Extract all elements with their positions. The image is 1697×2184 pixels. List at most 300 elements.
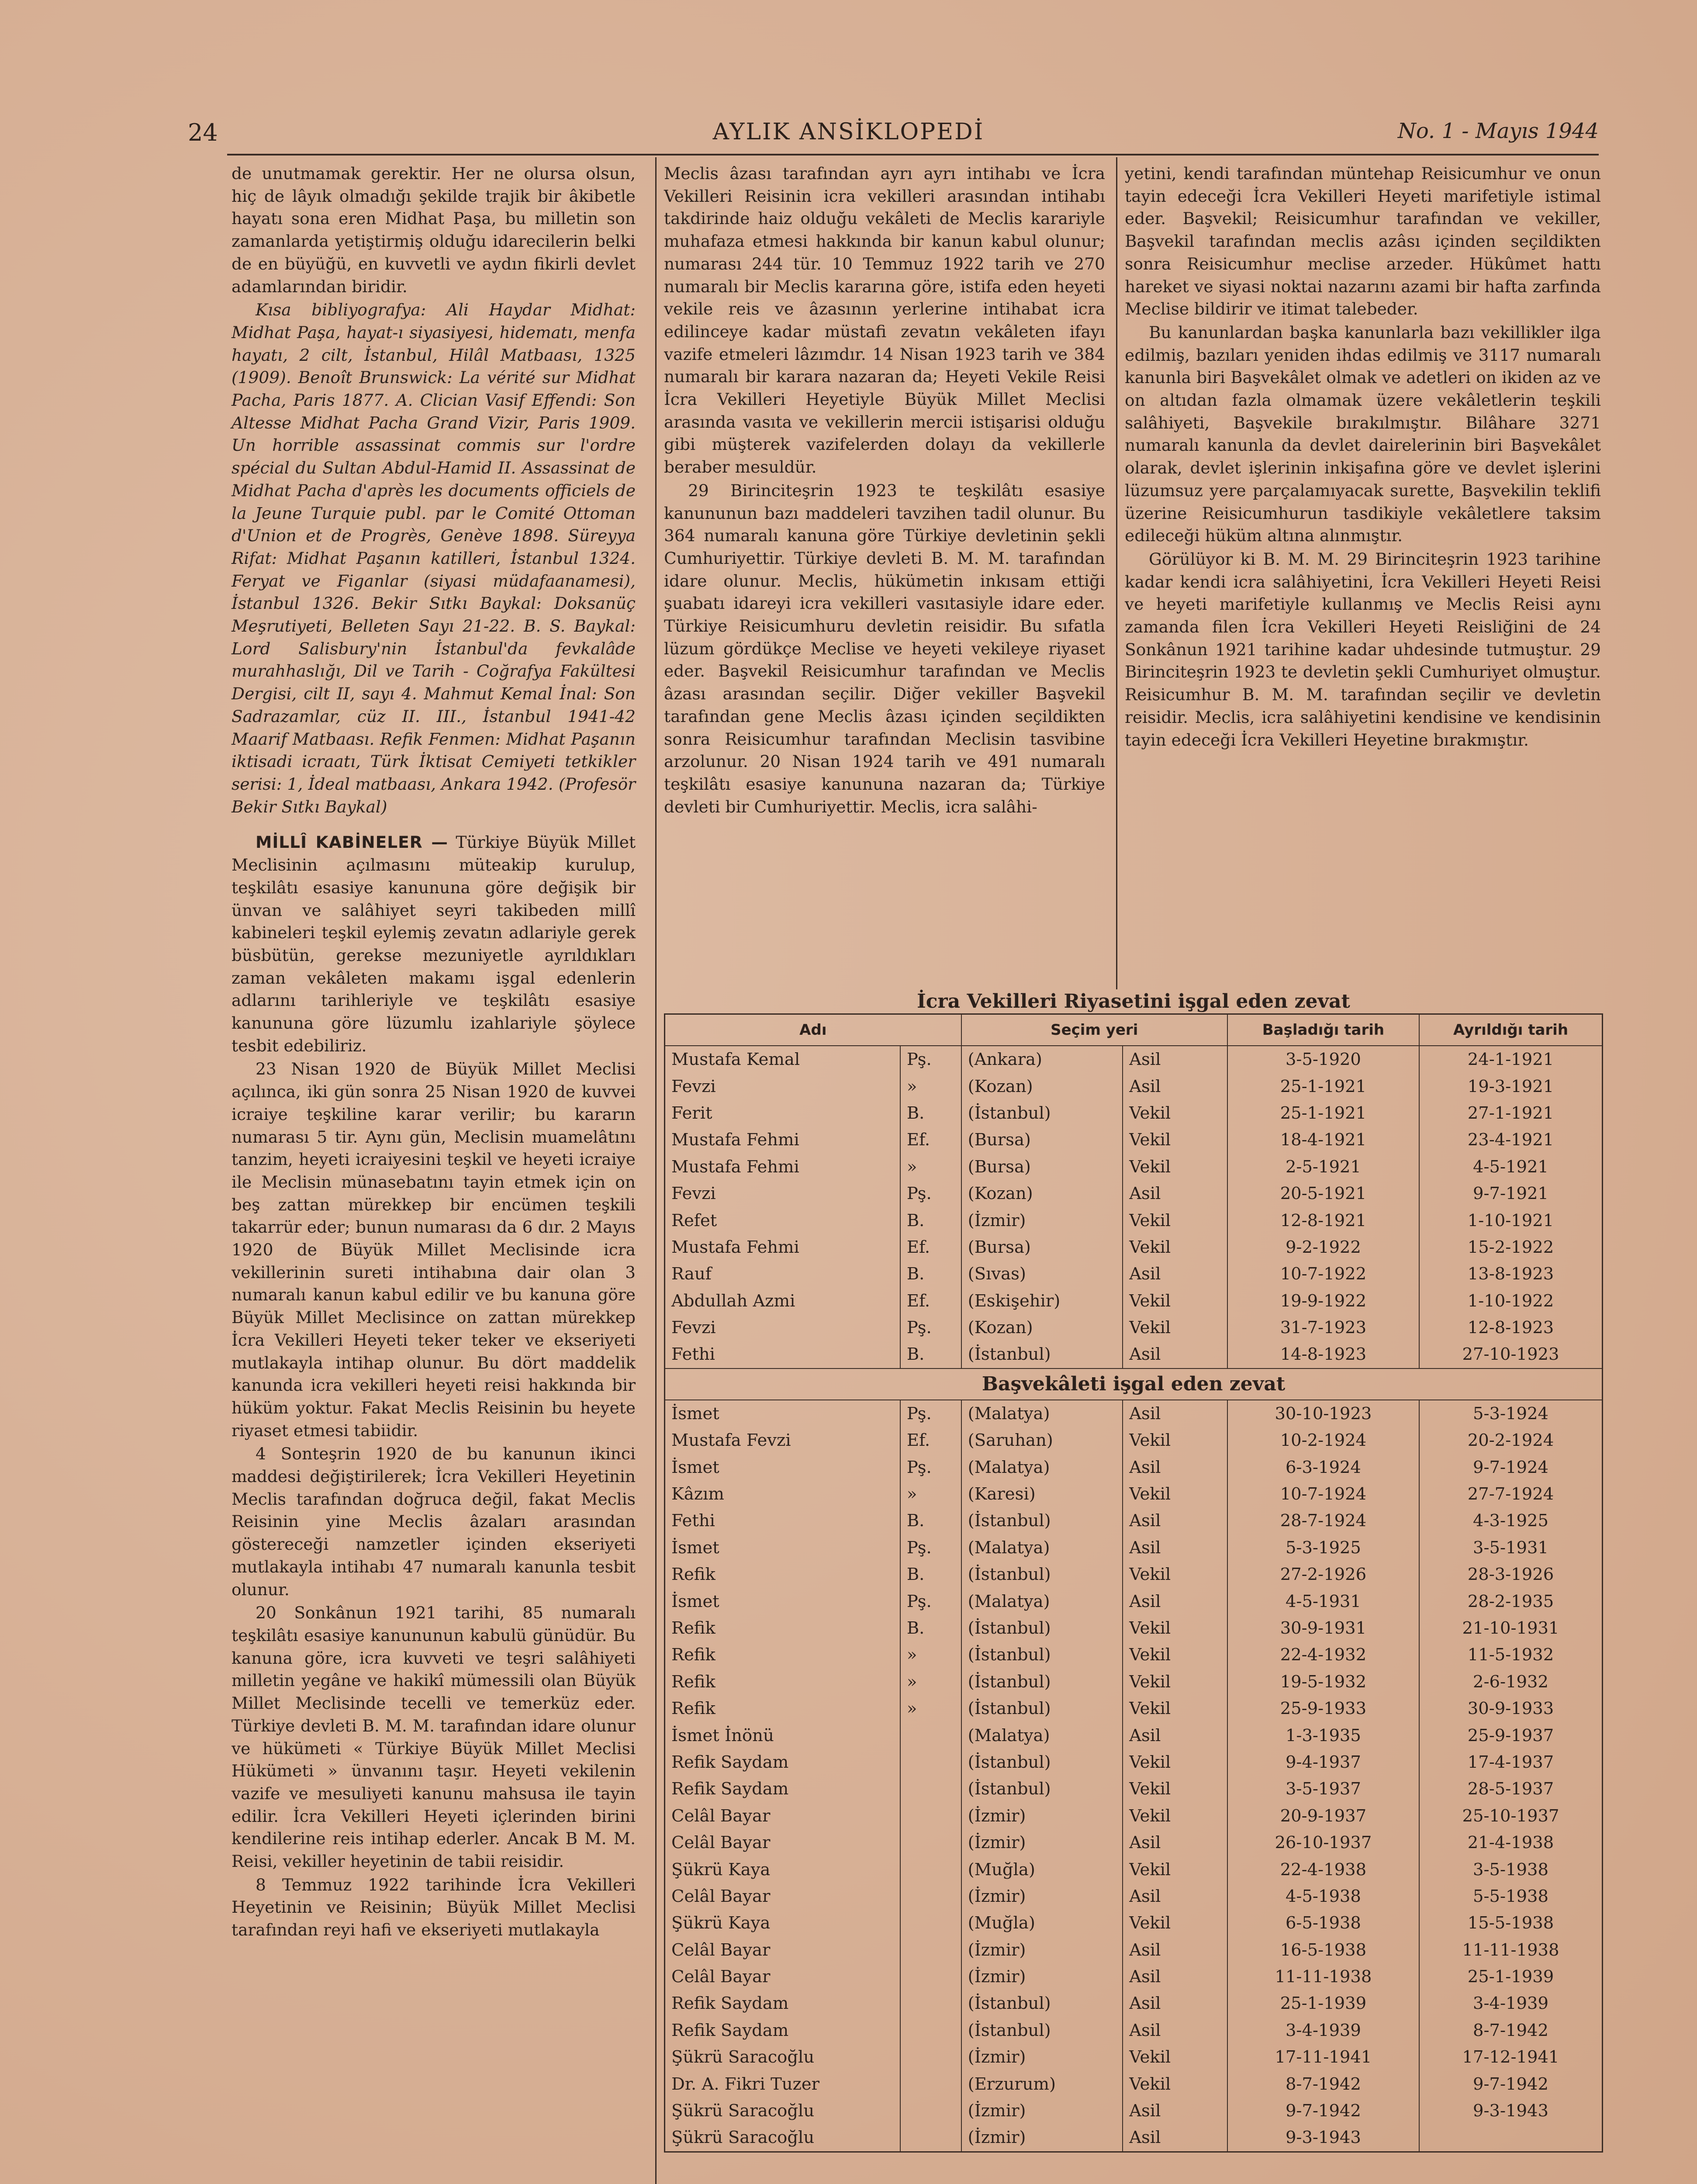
cell-title: Pş. bbox=[900, 1180, 961, 1207]
cell-name: Refik Saydam bbox=[665, 2017, 900, 2044]
cell-title bbox=[900, 2124, 961, 2152]
cell-name: İsmet bbox=[665, 1454, 900, 1480]
paragraph: 23 Nisan 1920 de Büyük Millet Meclisi açılınca, iki gün sonra 25 Nisan 1920 de kuvvei icraiye teşkiline karar verilir; bu kararın numarası 5 tir. Aynı gün, Meclisin muamelâtını tanzim, heyeti icraiyesini teşkil ve heyeti icraiye ile Meclisin münasebatını tayin etmek için on beş zattan mürekkep bir encümen teşkili takarrür eder; bunun numarası da 6 dır. 2 Mayıs 1920 de Büyük Millet Meclisinde icra vekillerinin sureti intihabına dair olan 3 numaralı kanun kabul edilir ve bu kanuna göre Büyük Millet Meclisince on zattan mürekkep İcra Vekilleri Heyeti teker teker ve ekseriyeti mutlakayla intihap olunur. Bu dört maddelik kanunda icra vekilleri heyeti reisi hakkında bir hüküm yoktur. Fakat Meclis Reisinin bu heyete riyaset etmesi tabiidir. bbox=[232, 1059, 636, 1440]
cell-place: (İstanbul) bbox=[961, 1507, 1123, 1534]
cell-status: Asil bbox=[1123, 1261, 1227, 1287]
cell-end: 11-11-1938 bbox=[1419, 1937, 1602, 1963]
cell-status: Vekil bbox=[1123, 1481, 1227, 1507]
cell-status: Vekil bbox=[1123, 1695, 1227, 1722]
cell-start: 30-10-1923 bbox=[1227, 1400, 1419, 1427]
table-row bbox=[665, 1073, 1603, 1099]
cell-start: 19-5-1932 bbox=[1227, 1669, 1419, 1695]
table-row bbox=[665, 1400, 1603, 1427]
cell-status: Asil bbox=[1123, 1588, 1227, 1614]
cell-status: Vekil bbox=[1123, 1127, 1227, 1153]
cell-start: 17-11-1941 bbox=[1227, 2044, 1419, 2070]
paragraph: 20 Sonkânun 1921 tarihi, 85 numaralı teşkilâtı esasiye kanununun kabulü günüdür. Bu kanuna göre, icra kuvveti ve teşri salâhiyeti milletin yegâne ve hakikî mümessili olan Büyük Millet Meclisinde tecelli ve temerküz eder. Türkiye devleti B. M. M. tarafından idare olunur ve hükümeti « Türkiye Büyük Millet Meclisi Hükümeti » ünvanını taşır. Heyeti vekilenin vazife ve mesuliyeti kanunu mahsusa ile tayin edilir. İcra Vekilleri Heyeti içlerinden birini kendilerine reis intihap ederler. Ancak B M. M. Reisi, vekiller heyetinin de tabii reisidir. bbox=[232, 1603, 636, 1871]
cell-start: 4-5-1938 bbox=[1227, 1883, 1419, 1910]
cell-end: 12-8-1923 bbox=[1419, 1314, 1602, 1341]
cell-end: 24-1-1921 bbox=[1419, 1046, 1602, 1073]
cell-name: Mustafa Fehmi bbox=[665, 1234, 900, 1261]
table-row bbox=[665, 2017, 1603, 2044]
header-name: Adı bbox=[665, 1014, 961, 1046]
table-row bbox=[665, 1829, 1603, 1856]
table-row bbox=[665, 1427, 1603, 1454]
table-row bbox=[665, 1695, 1603, 1722]
cell-title bbox=[900, 2098, 961, 2124]
cell-end: 28-5-1937 bbox=[1419, 1776, 1602, 1802]
cell-place: (İstanbul) bbox=[961, 1341, 1123, 1368]
cell-name: Refik bbox=[665, 1561, 900, 1588]
column-1 bbox=[232, 162, 636, 1942]
cell-status: Vekil bbox=[1123, 1669, 1227, 1695]
cell-end: 17-12-1941 bbox=[1419, 2044, 1602, 2070]
section-heading-row bbox=[665, 1368, 1603, 1400]
table-row bbox=[665, 1910, 1603, 1936]
cell-status: Asil bbox=[1123, 1073, 1227, 1099]
cell-place: (İstanbul) bbox=[961, 1749, 1123, 1776]
cell-place: (Malatya) bbox=[961, 1400, 1123, 1427]
cell-status: Vekil bbox=[1123, 1803, 1227, 1829]
cell-end: 21-10-1931 bbox=[1419, 1615, 1602, 1641]
cell-end: 4-5-1921 bbox=[1419, 1154, 1602, 1180]
cell-title: Ef. bbox=[900, 1288, 961, 1314]
table-row bbox=[665, 1937, 1603, 1963]
table-row bbox=[665, 1615, 1603, 1641]
cell-status: Asil bbox=[1123, 1400, 1227, 1427]
cell-start: 9-4-1937 bbox=[1227, 1749, 1419, 1776]
cell-place: (İstanbul) bbox=[961, 1990, 1123, 2017]
cell-status: Asil bbox=[1123, 2017, 1227, 2044]
table-title: İcra Vekilleri Riyasetini işgal eden zevat bbox=[917, 990, 1350, 1013]
table-row bbox=[665, 1883, 1603, 1910]
cell-status: Asil bbox=[1123, 1722, 1227, 1749]
cell-start: 16-5-1938 bbox=[1227, 1937, 1419, 1963]
cell-title bbox=[900, 2044, 961, 2070]
cell-end: 15-5-1938 bbox=[1419, 1910, 1602, 1936]
cell-name: Fethi bbox=[665, 1507, 900, 1534]
cell-status: Asil bbox=[1123, 2124, 1227, 2152]
table-row bbox=[665, 1261, 1603, 1287]
column-divider-2 bbox=[1116, 157, 1117, 989]
cell-title bbox=[900, 1803, 961, 1829]
cell-end: 4-3-1925 bbox=[1419, 1507, 1602, 1534]
cell-place: (Bursa) bbox=[961, 1127, 1123, 1153]
cell-name: Şükrü Saracoğlu bbox=[665, 2124, 900, 2152]
cell-start: 8-7-1942 bbox=[1227, 2070, 1419, 2097]
cell-place: (Kozan) bbox=[961, 1073, 1123, 1099]
cell-name: Kâzım bbox=[665, 1481, 900, 1507]
cell-end: 28-3-1926 bbox=[1419, 1561, 1602, 1588]
cell-start: 3-5-1920 bbox=[1227, 1046, 1419, 1073]
table-row bbox=[665, 1722, 1603, 1749]
cell-start: 10-2-1924 bbox=[1227, 1427, 1419, 1454]
cell-status: Vekil bbox=[1123, 1910, 1227, 1936]
cell-title: » bbox=[900, 1073, 961, 1099]
cell-place: (İstanbul) bbox=[961, 1615, 1123, 1641]
cell-title: Ef. bbox=[900, 1127, 961, 1153]
cell-end: 1-10-1921 bbox=[1419, 1207, 1602, 1234]
cell-name: Fevzi bbox=[665, 1314, 900, 1341]
cell-place: (İstanbul) bbox=[961, 1561, 1123, 1588]
cell-name: Fevzi bbox=[665, 1073, 900, 1099]
cell-end: 25-9-1937 bbox=[1419, 1722, 1602, 1749]
cell-end: 19-3-1921 bbox=[1419, 1073, 1602, 1099]
cell-start: 12-8-1921 bbox=[1227, 1207, 1419, 1234]
column-2 bbox=[664, 162, 1105, 819]
cell-title: » bbox=[900, 1641, 961, 1668]
cell-place: (Malatya) bbox=[961, 1454, 1123, 1480]
table-row bbox=[665, 1669, 1603, 1695]
cell-start: 3-5-1937 bbox=[1227, 1776, 1419, 1802]
table-row bbox=[665, 1234, 1603, 1261]
table-row bbox=[665, 1534, 1603, 1561]
cell-end: 27-1-1921 bbox=[1419, 1100, 1602, 1127]
cell-place: (Karesi) bbox=[961, 1481, 1123, 1507]
cell-place: (İstanbul) bbox=[961, 1641, 1123, 1668]
paragraph: Bu kanunlardan başka kanunlarla bazı vekillikler ilga edilmiş, bazıları yeniden ihdas edilmiş ve 3117 numaralı kanunla biri Başvekâlet olmak ve adetleri on ikiden az ve on altıdan fazla olmamak üzere vekâletlerin teşkili salâhiyeti, Başvekile bırakılmıştır. Bilâhare 3271 numaralı kanunla da devlet dairelerinin biri Başvekâlet olarak, devlet işlerinin inkişafına göre ve devlet işlerini lüzumsuz yere parçalamıyacak surette, Başvekilin teklifi üzerine Reisicumhurun tasdikiyle vekâletlere taksim edileceği hüküm altına alınmıştır. bbox=[1125, 322, 1601, 546]
cell-start: 22-4-1932 bbox=[1227, 1641, 1419, 1668]
header-start-date: Başladığı tarih bbox=[1227, 1014, 1419, 1046]
cell-name: Refik Saydam bbox=[665, 1990, 900, 2017]
cell-end: 28-2-1935 bbox=[1419, 1588, 1602, 1614]
table-row bbox=[665, 1100, 1603, 1127]
cell-name: Refet bbox=[665, 1207, 900, 1234]
table-row bbox=[665, 1288, 1603, 1314]
cell-title bbox=[900, 1963, 961, 1990]
cell-title: Pş. bbox=[900, 1534, 961, 1561]
cell-status: Asil bbox=[1123, 1963, 1227, 1990]
cell-status: Vekil bbox=[1123, 1776, 1227, 1802]
cell-name: Refik bbox=[665, 1669, 900, 1695]
cell-title: » bbox=[900, 1481, 961, 1507]
cell-place: (Malatya) bbox=[961, 1588, 1123, 1614]
cell-title: » bbox=[900, 1695, 961, 1722]
table-row bbox=[665, 1481, 1603, 1507]
cell-name: Celâl Bayar bbox=[665, 1883, 900, 1910]
cell-start: 14-8-1923 bbox=[1227, 1341, 1419, 1368]
cell-start: 25-1-1921 bbox=[1227, 1100, 1419, 1127]
cell-end: 23-4-1921 bbox=[1419, 1127, 1602, 1153]
cell-place: (Malatya) bbox=[961, 1534, 1123, 1561]
cell-title bbox=[900, 1722, 961, 1749]
cell-status: Vekil bbox=[1123, 1856, 1227, 1883]
page-number: 24 bbox=[188, 119, 218, 146]
cell-title bbox=[900, 1749, 961, 1776]
cell-title: B. bbox=[900, 1207, 961, 1234]
cell-status: Asil bbox=[1123, 1534, 1227, 1561]
cell-status: Asil bbox=[1123, 1937, 1227, 1963]
cell-end: 11-5-1932 bbox=[1419, 1641, 1602, 1668]
cell-status: Vekil bbox=[1123, 1314, 1227, 1341]
paragraph: yetini, kendi tarafından müntehap Reisicumhur ve onun tayin edeceği İcra Vekilleri Heyeti marifetiyle istimal eder. Başvekil; Reisicumhur tarafından ve vekiller, Başvekil tarafından meclis azâsı içinden seçildikten sonra Reisicumhur meclise arzeder. Hükûmet hattı hareket ve siyasi noktai nazarını azami bir hafta zarfında Meclise bildirir ve itimat talebeder. bbox=[1125, 164, 1601, 319]
cell-place: (İzmir) bbox=[961, 1803, 1123, 1829]
cell-end: 2-6-1932 bbox=[1419, 1669, 1602, 1695]
cell-title: B. bbox=[900, 1341, 961, 1368]
cell-title: Pş. bbox=[900, 1046, 961, 1073]
cell-end: 9-7-1924 bbox=[1419, 1454, 1602, 1480]
cell-title bbox=[900, 1776, 961, 1802]
cell-start: 26-10-1937 bbox=[1227, 1829, 1419, 1856]
cell-place: (İstanbul) bbox=[961, 1100, 1123, 1127]
cell-status: Vekil bbox=[1123, 1749, 1227, 1776]
cell-place: (İzmir) bbox=[961, 2124, 1123, 2152]
table-row bbox=[665, 1856, 1603, 1883]
cell-title: B. bbox=[900, 1507, 961, 1534]
table-row bbox=[665, 1641, 1603, 1668]
cell-end: 9-7-1921 bbox=[1419, 1180, 1602, 1207]
cell-status: Asil bbox=[1123, 1507, 1227, 1534]
cell-place: (İzmir) bbox=[961, 1207, 1123, 1234]
cell-end: 20-2-1924 bbox=[1419, 1427, 1602, 1454]
entry-title: MİLLÎ KABİNELER — bbox=[256, 833, 448, 852]
header-constituency: Seçim yeri bbox=[961, 1014, 1227, 1046]
entry-paragraph bbox=[232, 831, 636, 1057]
cell-place: (Bursa) bbox=[961, 1234, 1123, 1261]
cell-place: (Malatya) bbox=[961, 1722, 1123, 1749]
table-row bbox=[665, 1507, 1603, 1534]
cell-name: Refik bbox=[665, 1641, 900, 1668]
cell-status: Asil bbox=[1123, 2098, 1227, 2124]
table-row bbox=[665, 1803, 1603, 1829]
page-header bbox=[0, 119, 1697, 154]
cell-start: 18-4-1921 bbox=[1227, 1127, 1419, 1153]
cell-status: Vekil bbox=[1123, 1154, 1227, 1180]
cell-status: Vekil bbox=[1123, 1207, 1227, 1234]
table-section-1 bbox=[665, 1046, 1603, 1368]
cell-place: (İzmir) bbox=[961, 2098, 1123, 2124]
table-row bbox=[665, 2098, 1603, 2124]
cell-start: 6-3-1924 bbox=[1227, 1454, 1419, 1480]
cell-end: 3-5-1938 bbox=[1419, 1856, 1602, 1883]
table-header-row bbox=[665, 1014, 1603, 1046]
cell-start: 3-4-1939 bbox=[1227, 2017, 1419, 2044]
cell-end: 21-4-1938 bbox=[1419, 1829, 1602, 1856]
table-row bbox=[665, 1963, 1603, 1990]
cell-start: 4-5-1931 bbox=[1227, 1588, 1419, 1614]
cell-end: 13-8-1923 bbox=[1419, 1261, 1602, 1287]
cell-status: Asil bbox=[1123, 1046, 1227, 1073]
cell-start: 25-1-1939 bbox=[1227, 1990, 1419, 2017]
cell-name: Şükrü Saracoğlu bbox=[665, 2098, 900, 2124]
cell-start: 9-7-1942 bbox=[1227, 2098, 1419, 2124]
cell-start: 11-11-1938 bbox=[1227, 1963, 1419, 1990]
cell-end: 9-3-1943 bbox=[1419, 2098, 1602, 2124]
cell-title: Pş. bbox=[900, 1400, 961, 1427]
table-row bbox=[665, 2044, 1603, 2070]
cell-end: 3-5-1931 bbox=[1419, 1534, 1602, 1561]
table-row bbox=[665, 1207, 1603, 1234]
cell-name: Dr. A. Fikri Tuzer bbox=[665, 2070, 900, 2097]
cell-name: Şükrü Saracoğlu bbox=[665, 2044, 900, 2070]
cell-place: (İstanbul) bbox=[961, 1776, 1123, 1802]
cell-start: 25-9-1933 bbox=[1227, 1695, 1419, 1722]
cell-start: 10-7-1924 bbox=[1227, 1481, 1419, 1507]
cell-title: B. bbox=[900, 1615, 961, 1641]
cell-place: (İstanbul) bbox=[961, 1669, 1123, 1695]
cell-place: (Saruhan) bbox=[961, 1427, 1123, 1454]
cell-name: İsmet bbox=[665, 1588, 900, 1614]
cell-name: Fevzi bbox=[665, 1180, 900, 1207]
cell-name: Refik bbox=[665, 1615, 900, 1641]
cell-place: (Bursa) bbox=[961, 1154, 1123, 1180]
cell-start: 20-5-1921 bbox=[1227, 1180, 1419, 1207]
cell-status: Asil bbox=[1123, 1341, 1227, 1368]
table-row bbox=[665, 1154, 1603, 1180]
cell-end: 1-10-1922 bbox=[1419, 1288, 1602, 1314]
cell-place: (Kozan) bbox=[961, 1180, 1123, 1207]
cell-place: (Muğla) bbox=[961, 1910, 1123, 1936]
paragraph: de unutmamak gerektir. Her ne olursa olsun, hiç de lâyık olmadığı şekilde trajik bir âkibetle hayatı sona eren Midhat Paşa, bu milletin son zamanlarda yetiştirmiş olduğu idarecilerin belki de en büyüğü, en kuvvetli ve aydın fikirli devlet adamlarından biridir. bbox=[232, 164, 636, 296]
cell-name: Abdullah Azmi bbox=[665, 1288, 900, 1314]
cell-end: 8-7-1942 bbox=[1419, 2017, 1602, 2044]
header-rule bbox=[227, 154, 1599, 156]
cell-name: İsmet İnönü bbox=[665, 1722, 900, 1749]
cell-status: Vekil bbox=[1123, 1427, 1227, 1454]
cell-start: 31-7-1923 bbox=[1227, 1314, 1419, 1341]
paragraph: Görülüyor ki B. M. M. 29 Birinciteşrin 1923 tarihine kadar kendi icra salâhiyetini, İcra Vekilleri Heyeti Reisi ve heyeti marifetiyle kullanmış ve Meclis Reisi aynı zamanda filen İcra Vekilleri Heyeti Reisliğini de 24 Sonkânun 1921 tarihine kadar uhdesinde tutmuştur. 29 Birinciteşrin 1923 te devletin şekli Cumhuriyet olmuştur. Reisicumhur B. M. M. tarafından seçilir ve devletin reisidir. Meclis, icra salâhiyetini kendisine ve kendisinin tayin edeceği İcra Vekilleri Heyetine bırakmıştır. bbox=[1125, 549, 1601, 750]
cell-start: 9-3-1943 bbox=[1227, 2124, 1419, 2152]
cell-end: 9-7-1942 bbox=[1419, 2070, 1602, 2097]
cell-name: Şükrü Kaya bbox=[665, 1910, 900, 1936]
cell-title: B. bbox=[900, 1561, 961, 1588]
cell-title: Pş. bbox=[900, 1454, 961, 1480]
cell-name: Mustafa Kemal bbox=[665, 1046, 900, 1073]
cell-name: İsmet bbox=[665, 1534, 900, 1561]
cell-title: » bbox=[900, 1669, 961, 1695]
cell-place: (Kozan) bbox=[961, 1314, 1123, 1341]
table-row bbox=[665, 1046, 1603, 1073]
cell-title: Pş. bbox=[900, 1314, 961, 1341]
cell-title bbox=[900, 2017, 961, 2044]
cell-title bbox=[900, 1937, 961, 1963]
paragraph: Meclis âzası tarafından ayrı ayrı intihabı ve İcra Vekilleri Reisinin icra vekilleri arasından intihabı takdirinde haiz olduğu vekâleti de Meclis karariyle muhafaza etmesi hakkında bir kanun kabul olunur; numarası 244 tür. 10 Temmuz 1922 tarih ve 270 numaralı bir Meclis kararına göre, istifa eden heyeti vekile reis ve âzasının yerlerine intihabat icra edilinceye kadar müstafi zevatın vekâleten ifayı vazife etmeleri lâzımdır. 14 Nisan 1923 tarih ve 384 numaralı bir karara nazaran da; Heyeti Vekile Reisi İcra Vekilleri Heyetiyle Büyük Millet Meclisi arasında vasıta ve vekillerin mercii istişarisi olduğu gibi müşterek vazifelerden dolayı da vekillerle beraber mesuldür. bbox=[664, 164, 1105, 477]
cell-title bbox=[900, 1883, 961, 1910]
cell-name: Celâl Bayar bbox=[665, 1829, 900, 1856]
table-section-2 bbox=[665, 1400, 1603, 2152]
cell-name: Refik Saydam bbox=[665, 1749, 900, 1776]
header-end-date: Ayrıldığı tarih bbox=[1419, 1014, 1602, 1046]
column-divider-1 bbox=[655, 157, 657, 2184]
cell-start: 10-7-1922 bbox=[1227, 1261, 1419, 1287]
cell-status: Vekil bbox=[1123, 1100, 1227, 1127]
cell-end: 25-1-1939 bbox=[1419, 1963, 1602, 1990]
cell-place: (Eskişehir) bbox=[961, 1288, 1123, 1314]
cell-end: 15-2-1922 bbox=[1419, 1234, 1602, 1261]
cell-status: Vekil bbox=[1123, 1288, 1227, 1314]
cell-status: Asil bbox=[1123, 1883, 1227, 1910]
paragraph: Türkiye Büyük Millet Meclisinin açılmasını müteakip kurulup, teşkilâtı esasiye kanununa göre değişik bir ünvan ve salâhiyet seyri takibeden millî kabineleri teşkil eylemiş zevatın adlariyle gerek büsbütün, gerekse mezuniyetle ayrıldıkları zaman vekâleten makamı işgal edenlerin adlarını tarihleriyle ve teşkilâtı esasiye kanununa göre lüzumlu izahlariyle şöylece tesbit edebiliriz. bbox=[232, 833, 636, 1055]
cell-end bbox=[1419, 2124, 1602, 2152]
cell-name: Şükrü Kaya bbox=[665, 1856, 900, 1883]
cell-start: 22-4-1938 bbox=[1227, 1856, 1419, 1883]
cell-status: Vekil bbox=[1123, 2044, 1227, 2070]
table-row bbox=[665, 2124, 1603, 2152]
cell-end: 25-10-1937 bbox=[1419, 1803, 1602, 1829]
cell-title bbox=[900, 1856, 961, 1883]
paragraph: 29 Birinciteşrin 1923 te teşkilâtı esasiye kanununun bazı maddeleri tavzihen tadil olunur. Bu 364 numaralı kanuna göre Türkiye devletinin şekli Cumhuriyettir. Türkiye devleti B. M. M. tarafından idare olunur. Meclis, hükümetin inkısam ettiği şuabatı idareyi icra vekilleri vasıtasiyle idare eder. Türkiye Reisicumhuru devletin reisidir. Bu sıfatla lüzum gördükçe Meclise ve heyeti vekileye riyaset eder. Başvekil Reisicumhur tarafından ve Meclis âzası arasından seçilir. Diğer vekiller Başvekil tarafından gene Meclis âzası içinden seçildikten sonra Reisicumhur tarafından Meclisin tasvibine arzolunur. 20 Nisan 1924 tarih ve 491 numaralı teşkilâtı esasiye kanununa nazaran da; Türkiye devleti bir Cumhuriyettir. Meclis, icra salâhi- bbox=[664, 480, 1105, 816]
cell-title: B. bbox=[900, 1261, 961, 1287]
cell-start: 25-1-1921 bbox=[1227, 1073, 1419, 1099]
publication-title: AYLIK ANSİKLOPEDİ bbox=[712, 119, 985, 145]
cell-place: (İzmir) bbox=[961, 1883, 1123, 1910]
table-row bbox=[665, 1588, 1603, 1614]
cell-name: Ferit bbox=[665, 1100, 900, 1127]
cell-title bbox=[900, 2070, 961, 2097]
cell-place: (Sıvas) bbox=[961, 1261, 1123, 1287]
cell-start: 5-3-1925 bbox=[1227, 1534, 1419, 1561]
cell-status: Vekil bbox=[1123, 2070, 1227, 2097]
cell-name: Celâl Bayar bbox=[665, 1803, 900, 1829]
cell-title: B. bbox=[900, 1100, 961, 1127]
cell-status: Asil bbox=[1123, 1180, 1227, 1207]
cell-title: Ef. bbox=[900, 1234, 961, 1261]
cell-start: 2-5-1921 bbox=[1227, 1154, 1419, 1180]
cell-end: 5-3-1924 bbox=[1419, 1400, 1602, 1427]
issue-info: No. 1 - Mayıs 1944 bbox=[1397, 119, 1599, 143]
table-row bbox=[665, 1127, 1603, 1153]
cell-title bbox=[900, 1829, 961, 1856]
cell-place: (İzmir) bbox=[961, 1937, 1123, 1963]
table-row bbox=[665, 1749, 1603, 1776]
cell-place: (İzmir) bbox=[961, 2044, 1123, 2070]
cell-name: Celâl Bayar bbox=[665, 1963, 900, 1990]
cell-start: 28-7-1924 bbox=[1227, 1507, 1419, 1534]
cell-status: Vekil bbox=[1123, 1234, 1227, 1261]
table-row bbox=[665, 1454, 1603, 1480]
cell-title: Ef. bbox=[900, 1427, 961, 1454]
cell-name: Rauf bbox=[665, 1261, 900, 1287]
cell-end: 3-4-1939 bbox=[1419, 1990, 1602, 2017]
table-row bbox=[665, 1341, 1603, 1368]
cell-place: (Erzurum) bbox=[961, 2070, 1123, 2097]
cell-place: (Muğla) bbox=[961, 1856, 1123, 1883]
cell-place: (İstanbul) bbox=[961, 2017, 1123, 2044]
table-row bbox=[665, 1180, 1603, 1207]
cell-title: Pş. bbox=[900, 1588, 961, 1614]
table-row bbox=[665, 1314, 1603, 1341]
cell-start: 27-2-1926 bbox=[1227, 1561, 1419, 1588]
bibliography: Kısa bibliyografya: Ali Haydar Midhat: Midhat Paşa, hayat-ı siyasiyesi, hidematı, menfa hayatı, 2 cilt, İstanbul, Hilâl Matbaası, 1325 (1909). Benoît Brunswick: La vérité sur Midhat Pacha, Paris 1877. A. Clician Vasif Effendi: Son Altesse Midhat Pacha Grand Vizir, Paris 1909. Un horrible assassinat commis sur l'ordre spécial du Sultan Abdul-Hamid II. Assassinat de Midhat Pacha d'après les documents officiels de la Jeune Turquie publ. par le Comité Ottoman d'Union et de Progrès, Genève 1898. Süreyya Rifat: Midhat Paşanın katilleri, İstanbul 1324. Feryat ve Figanlar (siyasi müdafaanamesi), İstanbul 1326. Bekir Sıtkı Baykal: Doksanüç Meşrutiyeti, Belleten Sayı 21-22. B. S. Baykal: Lord Salisbury'nin İstanbul'da fevkalâde murahhaslığı, Dil ve Tarih - Coğrafya Fakültesi Dergisi, cilt II, sayı 4. Mahmut Kemal İnal: Son Sadrazamlar, cüz II. III., İstanbul 1941-42 Maarif Matbaası. Refik Fenmen: Midhat Paşanın iktisadi icraatı, Türk İktisat Cemiyeti tetkikler serisi: 1, İdeal matbaası, Ankara 1942. (Profesör Bekir Sıtkı Baykal) bbox=[232, 300, 636, 816]
cell-status: Asil bbox=[1123, 1829, 1227, 1856]
cell-name: Refik bbox=[665, 1695, 900, 1722]
table-row bbox=[665, 1990, 1603, 2017]
section-title: Başvekâleti işgal eden zevat bbox=[665, 1368, 1603, 1400]
cell-place: (İstanbul) bbox=[961, 1695, 1123, 1722]
cell-status: Vekil bbox=[1123, 1615, 1227, 1641]
cell-name: Mustafa Fehmi bbox=[665, 1127, 900, 1153]
table-row bbox=[665, 2070, 1603, 2097]
column-3 bbox=[1125, 162, 1601, 752]
cell-start: 30-9-1931 bbox=[1227, 1615, 1419, 1641]
cell-place: (İzmir) bbox=[961, 1829, 1123, 1856]
table-row bbox=[665, 1776, 1603, 1802]
paragraph: 8 Temmuz 1922 tarihinde İcra Vekilleri Heyetinin ve Reisinin; Büyük Millet Meclisi tarafından reyi hafi ve ekseriyeti mutlakayla bbox=[232, 1875, 636, 1940]
cell-end: 5-5-1938 bbox=[1419, 1883, 1602, 1910]
cell-status: Vekil bbox=[1123, 1641, 1227, 1668]
paragraph: 4 Sonteşrin 1920 de bu kanunun ikinci maddesi değiştirilerek; İcra Vekilleri Heyetinin Meclis tarafından doğruca değil, fakat Meclis Reisinin yine Meclis âzaları arasından göstereceği namzetler içinden ekseriyeti mutlakayla intihabı 47 numaralı kanunla tesbit olunur. bbox=[232, 1444, 636, 1599]
cell-title: » bbox=[900, 1154, 961, 1180]
cell-start: 9-2-1922 bbox=[1227, 1234, 1419, 1261]
cell-end: 27-7-1924 bbox=[1419, 1481, 1602, 1507]
table-row bbox=[665, 1561, 1603, 1588]
cell-name: İsmet bbox=[665, 1400, 900, 1427]
cell-name: Mustafa Fevzi bbox=[665, 1427, 900, 1454]
premiers-table-section bbox=[664, 989, 1603, 2153]
cell-start: 19-9-1922 bbox=[1227, 1288, 1419, 1314]
cell-place: (Ankara) bbox=[961, 1046, 1123, 1073]
cell-name: Mustafa Fehmi bbox=[665, 1154, 900, 1180]
